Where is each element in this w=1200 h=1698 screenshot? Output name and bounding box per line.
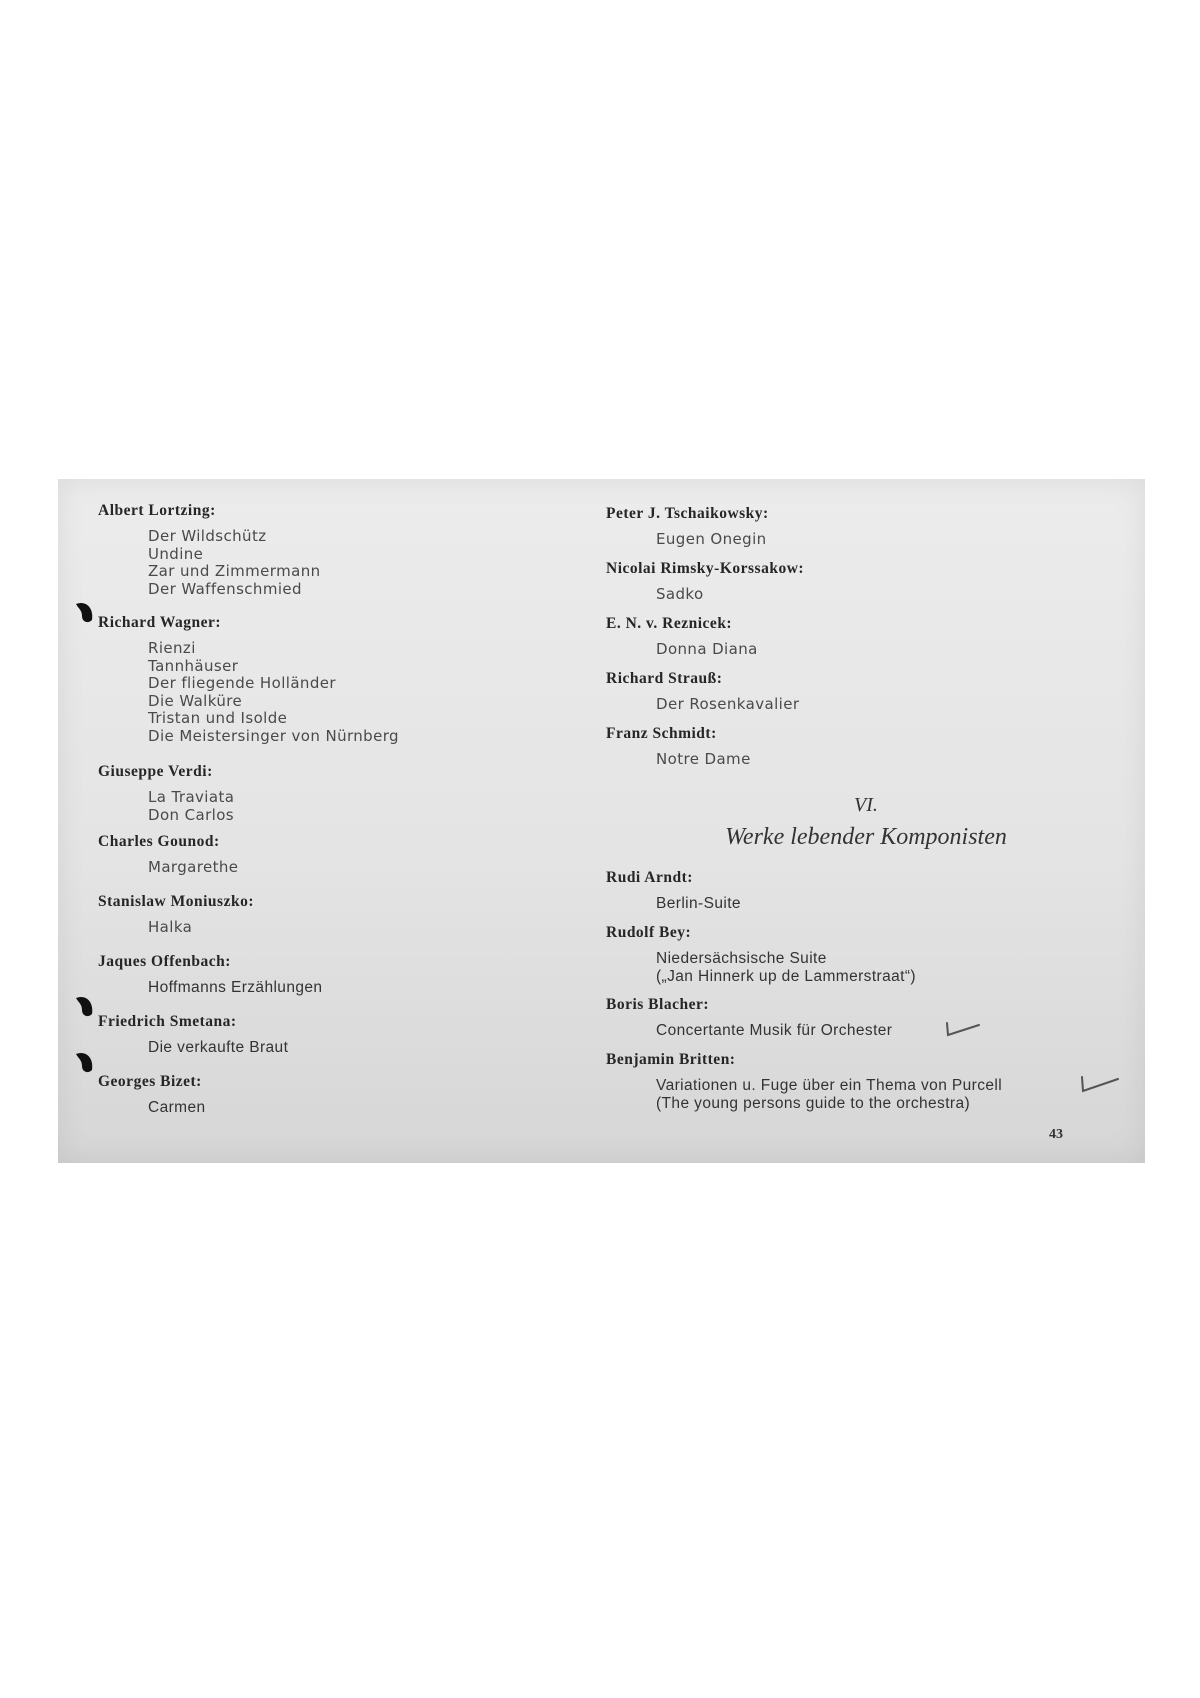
composer-name: Charles Gounod: bbox=[98, 833, 220, 850]
binder-hole-icon bbox=[70, 994, 96, 1020]
composer-entry bbox=[606, 670, 799, 714]
work-title: Sadko bbox=[656, 585, 704, 603]
work-title: Margarethe bbox=[148, 858, 239, 876]
composer-name: Giuseppe Verdi: bbox=[98, 763, 213, 780]
binder-hole-icon bbox=[70, 1050, 96, 1076]
works-list bbox=[656, 641, 758, 659]
work-title: Zar und Zimmermann bbox=[148, 562, 321, 580]
composer-entry bbox=[606, 869, 741, 913]
composer-entry bbox=[98, 833, 238, 877]
composer-entry bbox=[98, 1073, 206, 1117]
section-title: Werke lebender Komponisten bbox=[725, 824, 1007, 850]
composer-name: Boris Blacher: bbox=[606, 996, 709, 1013]
works-list bbox=[656, 1077, 1002, 1112]
work-title: (The young persons guide to the orchestra) bbox=[656, 1094, 971, 1112]
work-title: Eugen Onegin bbox=[656, 530, 767, 548]
work-title: Undine bbox=[148, 544, 204, 563]
checkmark-icon bbox=[943, 1017, 983, 1039]
work-title: Die verkaufte Braut bbox=[148, 1039, 289, 1056]
work-title: Berlin-Suite bbox=[656, 895, 741, 912]
composer-entry bbox=[98, 614, 399, 745]
composer-entry bbox=[606, 725, 751, 769]
composer-name: Peter J. Tschaikowsky: bbox=[606, 505, 769, 522]
work-title: Hoffmanns Erzählungen bbox=[148, 979, 323, 996]
composer-name: Stanislaw Moniuszko: bbox=[98, 893, 254, 910]
composer-entry bbox=[606, 1051, 1002, 1112]
work-title: Rienzi bbox=[148, 639, 196, 657]
composer-entry bbox=[98, 1013, 288, 1057]
works-list bbox=[148, 919, 254, 937]
work-title: („Jan Hinnerk up de Lammerstraat“) bbox=[656, 967, 916, 985]
work-title: Tannhäuser bbox=[148, 656, 239, 675]
composer-name: Benjamin Britten: bbox=[606, 1051, 736, 1068]
composer-entry bbox=[606, 505, 769, 549]
composer-entry bbox=[606, 924, 916, 985]
composer-entry bbox=[98, 502, 321, 598]
composer-name: Friedrich Smetana: bbox=[98, 1013, 237, 1030]
work-title: Variationen u. Fuge über ein Thema von Purcell bbox=[656, 1077, 1003, 1094]
composer-name: Nicolai Rimsky-Korssakow: bbox=[606, 560, 805, 577]
composer-name: Richard Strauß: bbox=[606, 670, 723, 687]
work-title: Der Wildschütz bbox=[148, 527, 267, 545]
works-list bbox=[148, 859, 238, 877]
works-list bbox=[656, 751, 751, 769]
work-title: Der Rosenkavalier bbox=[656, 695, 800, 713]
composer-name: Jaques Offenbach: bbox=[98, 953, 231, 970]
scanned-page bbox=[58, 479, 1145, 1163]
composer-entry bbox=[98, 763, 234, 824]
composer-name: Richard Wagner: bbox=[98, 614, 222, 631]
composer-name: Rudolf Bey: bbox=[606, 924, 692, 941]
works-list bbox=[148, 528, 321, 598]
works-list bbox=[656, 1022, 892, 1040]
checkmark-icon bbox=[1078, 1071, 1122, 1095]
work-title: Der fliegende Holländer bbox=[148, 674, 336, 692]
work-title: Halka bbox=[148, 918, 193, 936]
works-list bbox=[148, 1099, 206, 1117]
work-title: La Traviata bbox=[148, 788, 235, 806]
work-title: Donna Diana bbox=[656, 640, 758, 658]
work-title: Der Waffenschmied bbox=[148, 579, 302, 598]
work-title: Niedersächsische Suite bbox=[656, 950, 827, 967]
page-number: 43 bbox=[1049, 1127, 1063, 1142]
works-list bbox=[656, 950, 916, 985]
composer-name: Albert Lortzing: bbox=[98, 502, 216, 519]
binder-hole-icon bbox=[70, 600, 96, 626]
work-title: Die Meistersinger von Nürnberg bbox=[148, 726, 399, 745]
section-number: VI. bbox=[854, 794, 878, 816]
composer-entry bbox=[606, 560, 804, 604]
work-title: Notre Dame bbox=[656, 750, 751, 768]
composer-name: Rudi Arndt: bbox=[606, 869, 693, 886]
works-list bbox=[656, 696, 799, 714]
works-list bbox=[656, 586, 804, 604]
work-title: Tristan und Isolde bbox=[148, 709, 288, 727]
composer-entry bbox=[98, 893, 254, 937]
composer-entry bbox=[606, 996, 892, 1040]
composer-entry bbox=[98, 953, 322, 997]
works-list bbox=[148, 979, 322, 997]
composer-entry bbox=[606, 615, 758, 659]
composer-name: E. N. v. Reznicek: bbox=[606, 615, 733, 632]
work-title: Die Walküre bbox=[148, 691, 243, 710]
composer-name: Georges Bizet: bbox=[98, 1073, 202, 1090]
composer-name: Franz Schmidt: bbox=[606, 725, 717, 742]
works-list bbox=[148, 789, 234, 824]
works-list bbox=[148, 1039, 288, 1057]
work-title: Don Carlos bbox=[148, 805, 234, 824]
work-title: Carmen bbox=[148, 1099, 206, 1116]
works-list bbox=[656, 531, 769, 549]
work-title: Concertante Musik für Orchester bbox=[656, 1022, 893, 1039]
works-list bbox=[148, 640, 399, 745]
works-list bbox=[656, 895, 741, 913]
